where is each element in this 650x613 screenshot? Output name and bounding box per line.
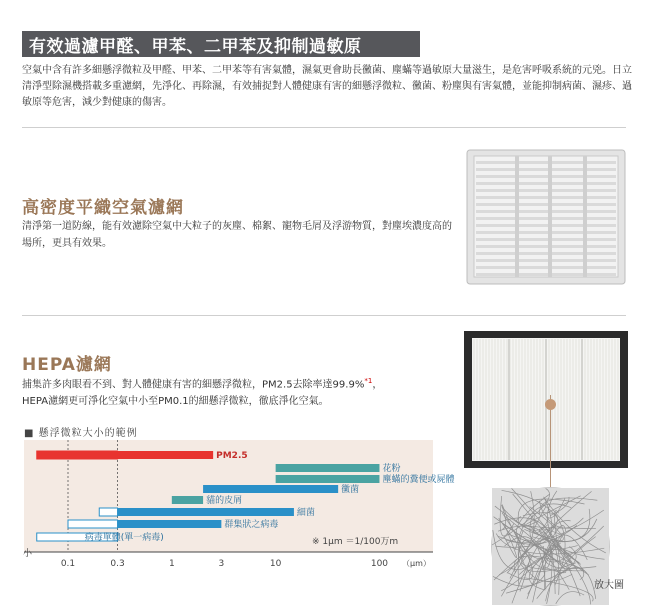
bar-label: 病毒單體(單一病毒): [84, 533, 164, 543]
bar-1: [37, 451, 213, 459]
intro-text: 空氣中含有許多細懸浮微粒及甲醛、甲苯、二甲苯等有害氣體，濕氣更會助長黴菌、塵蟎等過敏原大量滋生，是危害呼吸系統的元兇。日立清淨型除濕機搭載多重濾網，先淨化、再除濕，有效捕捉對人體健康有害的細懸浮微粒、黴菌、粉塵與有害氣體，並能抑制病菌、濕疹、過敏原等危害，減少對健康的傷害。: [22, 65, 632, 108]
axis-unit: （µm）: [402, 559, 431, 568]
section-text-hepa: 捕集許多肉眼看不到、對人體健康有害的細懸浮微粒，PM2.5去除率達99.9%$^{*1}$， HEPA濾網更可淨化空氣中小至PM0.1的細懸浮微粒，徹底淨化空氣。: [22, 377, 383, 408]
bar-label: 花粉: [382, 464, 401, 474]
tick-label: 0.3: [110, 559, 125, 569]
bar-outline: [68, 520, 118, 528]
bar-7: [118, 520, 222, 528]
bar-4: [203, 485, 338, 493]
prefilter-image: [466, 149, 626, 285]
bar-label: 群集狀之病毒: [224, 520, 279, 530]
tick-label: 1: [168, 559, 175, 569]
bar-label: 塵蟎的糞便或屍體: [382, 475, 455, 485]
bar-label: 黴菌: [341, 485, 360, 495]
section-title-prefilter: 高密度平織空氣濾網: [22, 198, 184, 218]
zoom-pointer-dot: [545, 399, 556, 410]
tick-label: 100: [370, 559, 389, 569]
divider: [22, 127, 626, 128]
section-title-hepa: HEPA濾網: [22, 355, 112, 375]
bar-label: 貓的皮屑: [206, 496, 243, 506]
section-text-prefilter: 清淨第一道防線，能有效濾除空氣中大粒子的灰塵、棉絮、寵物毛屑及浮游物質，對塵埃濃度高的場所，更具有效果。: [22, 221, 452, 249]
bar-5: [172, 496, 203, 504]
footnote-mark: *1: [364, 377, 373, 385]
bar-label: 細菌: [296, 508, 315, 518]
particle-size-chart: [23, 440, 455, 588]
tick-label: 10: [269, 559, 282, 569]
bar-6: [118, 508, 294, 516]
bar-outline: [99, 508, 117, 516]
bar-label: PM2.5: [216, 451, 248, 461]
unit-note: ※ 1µm ＝1/100万m: [312, 537, 399, 547]
divider: [22, 315, 626, 316]
tick-label: 0.1: [60, 559, 76, 569]
axis-min-label: 小: [23, 549, 33, 559]
tick-label: 3: [218, 559, 225, 569]
zoom-label: 放大圖: [594, 580, 624, 591]
bar-3: [276, 475, 380, 483]
chart-title: ■ 懸浮微粒大小的範例: [24, 428, 138, 439]
hepa-fiber-zoom-image: [491, 487, 610, 606]
title-banner: [22, 31, 420, 57]
bar-2: [276, 464, 380, 472]
page-title: 有效過濾甲醛、甲苯、二甲苯及抑制過敏原: [29, 37, 362, 57]
